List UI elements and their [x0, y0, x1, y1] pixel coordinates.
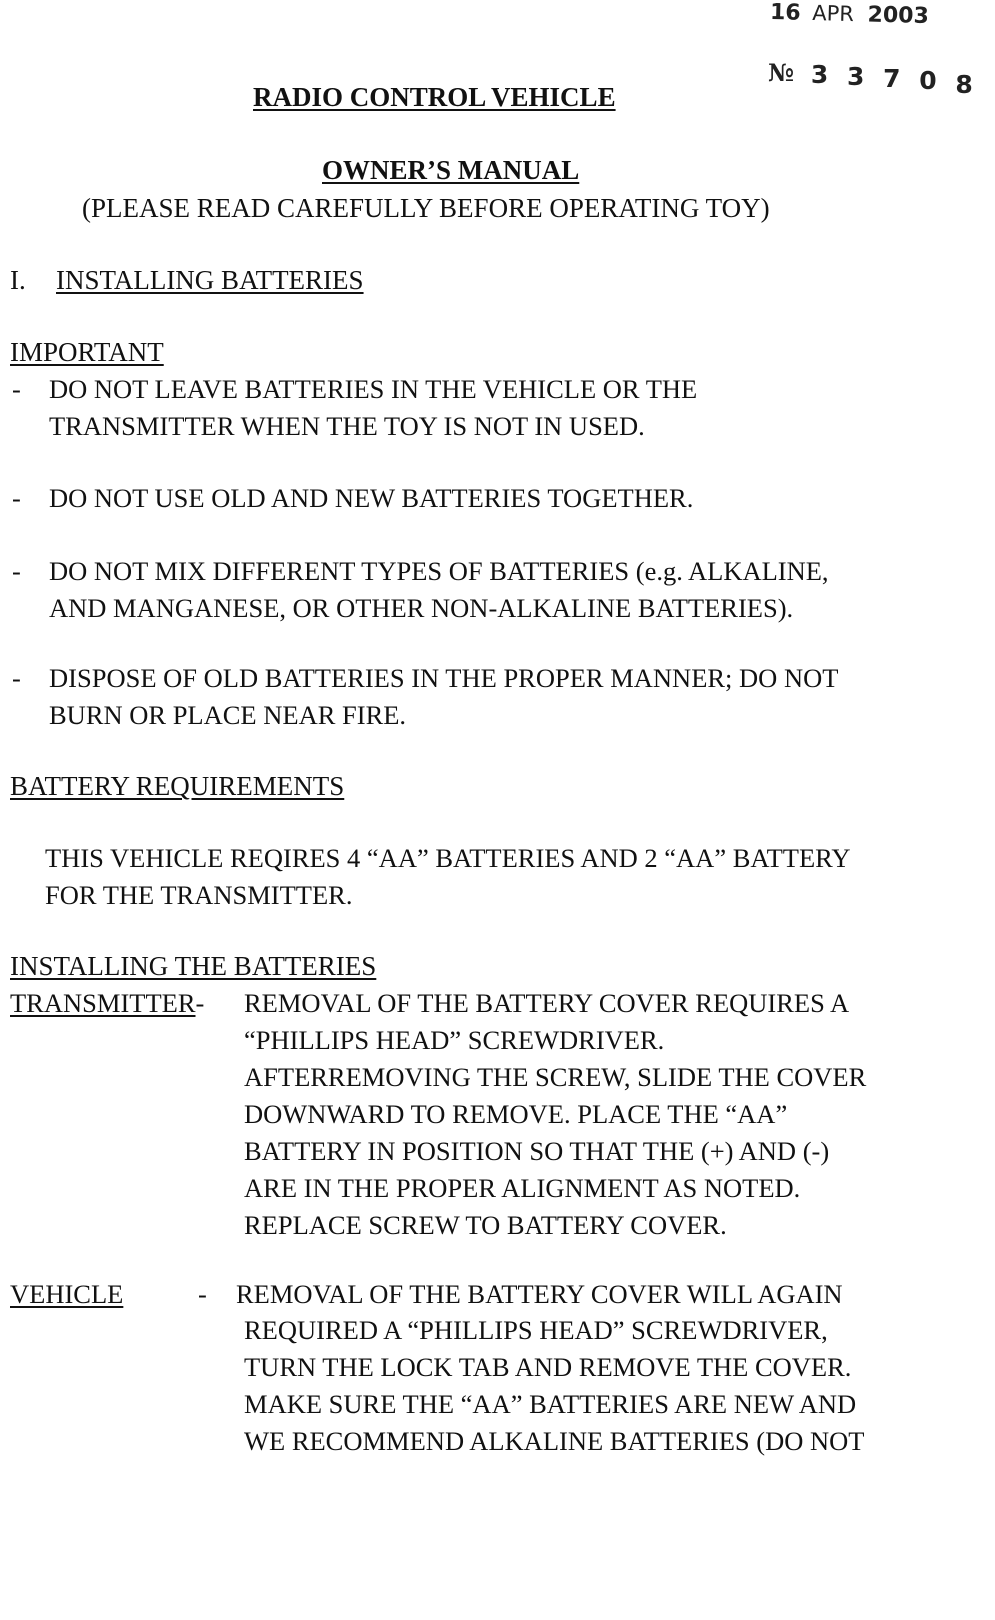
- transmitter-line: ARE IN THE PROPER ALIGNMENT AS NOTED.: [244, 1173, 801, 1203]
- transmitter-line: BATTERY IN POSITION SO THAT THE (+) AND (-): [244, 1136, 830, 1166]
- vehicle-label: VEHICLE: [10, 1279, 124, 1309]
- vehicle-line: TURN THE LOCK TAB AND REMOVE THE COVER.: [244, 1352, 852, 1382]
- number-digit: 3: [846, 62, 865, 91]
- transmitter-dash: -: [195, 988, 205, 1018]
- date-month: APR: [812, 1, 855, 27]
- bullet-dash: -: [12, 663, 21, 693]
- requirements-line: FOR THE TRANSMITTER.: [45, 880, 353, 910]
- transmitter-label: TRANSMITTER: [10, 988, 196, 1018]
- bullet-text: [49, 660, 838, 734]
- document-title: RADIO CONTROL VEHICLE: [253, 82, 616, 112]
- manual-title: OWNER’S MANUAL: [322, 155, 580, 185]
- transmitter-line: AFTERREMOVING THE SCREW, SLIDE THE COVER: [244, 1062, 867, 1092]
- installing-heading: INSTALLING THE BATTERIES: [10, 951, 377, 981]
- number-digit: 0: [919, 66, 937, 95]
- bullet-text: [49, 553, 829, 627]
- vehicle-line: WE RECOMMEND ALKALINE BATTERIES (DO NOT: [244, 1426, 865, 1456]
- vehicle-line: REQUIRED A “PHILLIPS HEAD” SCREWDRIVER,: [244, 1315, 828, 1345]
- section-heading: INSTALLING BATTERIES: [56, 265, 364, 295]
- important-heading: IMPORTANT: [10, 337, 164, 367]
- number-digit: 7: [883, 64, 901, 93]
- number-prefix: №: [768, 58, 795, 87]
- bullet-line: TRANSMITTER WHEN THE TOY IS NOT IN USED.: [49, 411, 645, 441]
- requirements-text: [45, 840, 851, 914]
- number-digit: 3: [810, 60, 829, 89]
- transmitter-line: REPLACE SCREW TO BATTERY COVER.: [244, 1210, 727, 1240]
- number-digit: 8: [955, 70, 973, 99]
- vehicle-text: [244, 1312, 865, 1460]
- transmitter-line: “PHILLIPS HEAD” SCREWDRIVER.: [244, 1025, 665, 1055]
- requirements-line: THIS VEHICLE REQIRES 4 “AA” BATTERIES AND 2 “AA” BATTERY: [45, 843, 851, 873]
- bullet-line: DISPOSE OF OLD BATTERIES IN THE PROPER MANNER; DO NOT: [49, 663, 839, 693]
- vehicle-dash: -: [198, 1279, 207, 1309]
- bullet-line: AND MANGANESE, OR OTHER NON-ALKALINE BATTERIES).: [49, 593, 794, 623]
- transmitter-line: DOWNWARD TO REMOVE. PLACE THE “AA”: [244, 1099, 788, 1129]
- requirements-heading: BATTERY REQUIREMENTS: [10, 771, 345, 801]
- transmitter-line: REMOVAL OF THE BATTERY COVER REQUIRES A: [244, 988, 850, 1018]
- date-day: 16: [769, 0, 801, 26]
- date-stamp: [770, 0, 929, 29]
- number-stamp: [768, 58, 973, 99]
- bullet-line: DO NOT LEAVE BATTERIES IN THE VEHICLE OR THE: [49, 374, 698, 404]
- bullet-dash: -: [12, 556, 21, 586]
- transmitter-label-wrap: [10, 985, 204, 1021]
- manual-note: (PLEASE READ CAREFULLY BEFORE OPERATING TOY): [82, 193, 770, 223]
- transmitter-text: [244, 985, 866, 1244]
- date-year: 2003: [867, 2, 930, 30]
- bullet-line: DO NOT MIX DIFFERENT TYPES OF BATTERIES (e.g. ALKALINE,: [49, 556, 829, 586]
- bullet-dash: -: [12, 483, 21, 513]
- bullet-text: [49, 371, 697, 445]
- bullet-dash: -: [12, 374, 21, 404]
- vehicle-first-line: REMOVAL OF THE BATTERY COVER WILL AGAIN: [236, 1279, 843, 1309]
- bullet-text: [49, 480, 693, 517]
- bullet-line: DO NOT USE OLD AND NEW BATTERIES TOGETHER.: [49, 483, 694, 513]
- section-number: I.: [10, 265, 26, 295]
- bullet-line: BURN OR PLACE NEAR FIRE.: [49, 700, 407, 730]
- vehicle-line: MAKE SURE THE “AA” BATTERIES ARE NEW AND: [244, 1389, 857, 1419]
